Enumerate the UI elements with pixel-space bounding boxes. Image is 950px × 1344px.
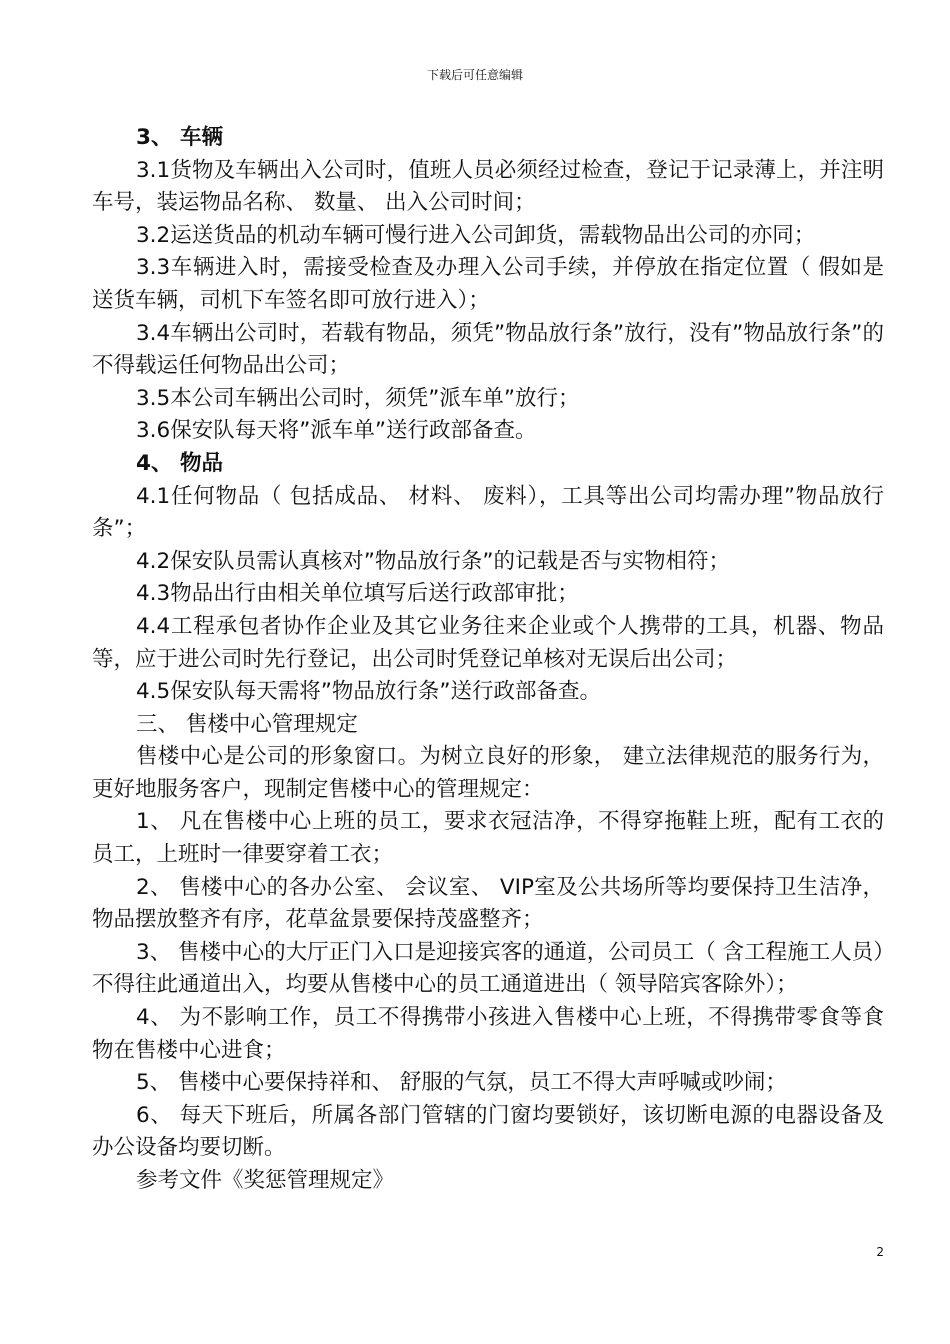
paragraph: 6、 每天下班后，所属各部门管辖的门窗均要锁好，该切断电源的电器设备及办公设备均要切断。 (92, 1102, 884, 1161)
paragraph: 3、 售楼中心的大厅正门入口是迎接宾客的通道，公司员工（ 含工程施工人员）不得往此通道出入，均要从售楼中心的员工通道进出（ 领导陪宾客除外）； (92, 939, 884, 998)
paragraph: 5、 售楼中心要保持祥和、 舒服的气氛，员工不得大声呼喊或吵闹； (136, 1070, 787, 1096)
section-heading-vehicles: 3、 车辆 (136, 125, 223, 150)
paragraph: 3.6保安队每天将”派车单”送行政部备查。 (136, 418, 537, 444)
paragraph: 3.5本公司车辆出公司时，须凭”派车单”放行； (136, 385, 580, 411)
paragraph: 1、 凡在售楼中心上班的员工，要求衣冠洁净，不得穿拖鞋上班，配有工衣的员工，上班时一律要穿着工衣； (92, 809, 884, 868)
section-heading-sales-center: 三、 售楼中心管理规定 (136, 711, 358, 737)
paragraph: 4.5保安队每天需将”物品放行条”送行政部备查。 (136, 679, 601, 705)
page-header: 下载后可任意编辑 (426, 68, 523, 82)
page-number: 2 (876, 1245, 884, 1259)
paragraph: 3.1货物及车辆出入公司时，值班人员必须经过检查，登记于记录薄上，并注明车号，装运物品名称、 数量、 出入公司时间； (92, 157, 884, 216)
paragraph: 售楼中心是公司的形象窗口。为树立良好的形象， 建立法律规范的服务行为，更好地服务客户，现制定售楼中心的管理规定： (92, 744, 884, 802)
paragraph: 4.4工程承包者协作企业及其它业务往来企业或个人携带的工具，机器、物品等，应于进公司时先行登记，出公司时凭登记单核对无误后出公司； (92, 613, 884, 672)
paragraph: 4.2保安队员需认真核对”物品放行条”的记载是否与实物相符； (136, 548, 730, 574)
section-heading-items: 4、 物品 (136, 450, 223, 476)
paragraph: 3.4车辆出公司时，若载有物品，须凭”物品放行条”放行，没有”物品放行条”的不得载运任何物品出公司； (92, 320, 884, 379)
paragraph: 4.3物品出行由相关单位填写后送行政部审批； (136, 581, 579, 607)
paragraph: 4.1任何物品（ 包括成品、 材料、 废料），工具等出公司均需办理”物品放行条”； (92, 483, 884, 542)
paragraph: 3.3车辆进入时，需接受检查及办理入公司手续，并停放在指定位置（ 假如是送货车辆，司机下车签名即可放行进入）； (92, 255, 884, 313)
document-body (92, 122, 884, 1198)
paragraph: 4、 为不影响工作，员工不得携带小孩进入售楼中心上班，不得携带零食等食物在售楼中心进食； (92, 1005, 884, 1063)
paragraph: 2、 售楼中心的各办公室、 会议室、 VIP室及公共场所等均要保持卫生洁净，物品摆放整齐有序，花草盆景要保持茂盛整齐； (92, 874, 884, 933)
paragraph: 3.2运送货品的机动车辆可慢行进入公司卸货，需载物品出公司的亦同； (136, 222, 816, 248)
reference-line: 参考文件《奖惩管理规定》 (136, 1168, 395, 1193)
